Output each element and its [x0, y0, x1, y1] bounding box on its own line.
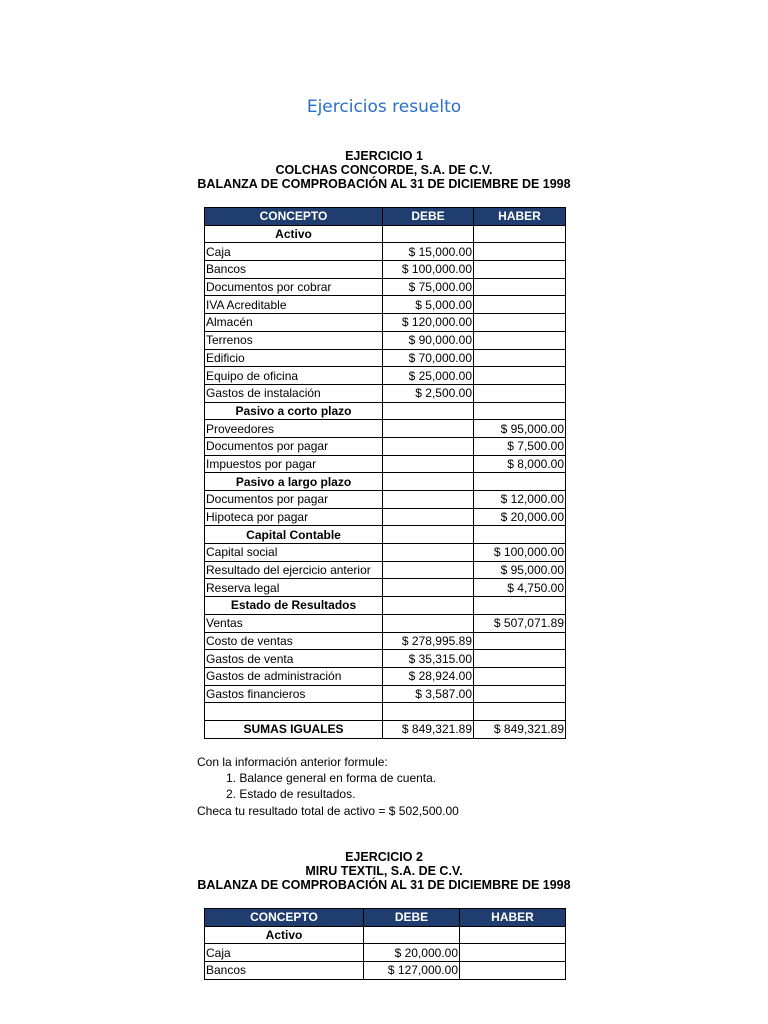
concepto-cell: Documentos por cobrar — [205, 278, 383, 296]
debe-cell — [383, 579, 474, 597]
haber-cell — [474, 367, 566, 385]
exercise-2-number: EJERCICIO 2 — [345, 850, 423, 864]
table-row — [205, 349, 566, 367]
debe-cell: $ 90,000.00 — [383, 331, 474, 349]
table-row — [205, 561, 566, 579]
debe-cell — [383, 473, 474, 491]
concepto-cell: IVA Acreditable — [205, 296, 383, 314]
debe-cell — [364, 926, 460, 944]
haber-cell: $ 95,000.00 — [474, 561, 566, 579]
debe-cell: $ 28,924.00 — [383, 667, 474, 685]
section-row — [205, 402, 566, 420]
table-row — [205, 314, 566, 332]
table-row — [205, 650, 566, 668]
debe-cell: $ 5,000.00 — [383, 296, 474, 314]
table-row — [205, 261, 566, 279]
haber-cell — [474, 225, 566, 243]
table-row — [205, 296, 566, 314]
table-row — [205, 384, 566, 402]
debe-cell — [383, 402, 474, 420]
concepto-cell: Resultado del ejercicio anterior — [205, 561, 383, 579]
concepto-cell: Capital social — [205, 544, 383, 562]
debe-cell — [383, 526, 474, 544]
table-row — [205, 455, 566, 473]
debe-cell: $ 35,315.00 — [383, 650, 474, 668]
column-header-debe: DEBE — [364, 909, 460, 927]
haber-cell — [474, 597, 566, 615]
section-row — [205, 926, 566, 944]
table-row — [205, 243, 566, 261]
table-row — [205, 667, 566, 685]
haber-cell — [460, 962, 566, 980]
concepto-cell: SUMAS IGUALES — [205, 720, 383, 738]
table-row — [205, 437, 566, 455]
haber-cell — [474, 314, 566, 332]
concepto-cell: Gastos de instalación — [205, 384, 383, 402]
section-row — [205, 597, 566, 615]
table-row — [205, 685, 566, 703]
haber-cell: $ 20,000.00 — [474, 508, 566, 526]
debe-cell: $ 127,000.00 — [364, 962, 460, 980]
column-header-haber: HABER — [460, 909, 566, 927]
table-row — [205, 491, 566, 509]
concepto-cell: Caja — [205, 243, 383, 261]
debe-cell: $ 2,500.00 — [383, 384, 474, 402]
concepto-cell: Bancos — [205, 261, 383, 279]
debe-cell: $ 278,995.89 — [383, 632, 474, 650]
exercise-2-table — [204, 908, 566, 980]
table-row — [205, 579, 566, 597]
concepto-cell: Impuestos por pagar — [205, 455, 383, 473]
instruction-item-1: 1. Balance general en forma de cuenta. — [226, 771, 437, 786]
table-row — [205, 331, 566, 349]
haber-cell: $ 95,000.00 — [474, 420, 566, 438]
haber-cell: $ 100,000.00 — [474, 544, 566, 562]
debe-cell — [383, 455, 474, 473]
concepto-cell: Reserva legal — [205, 579, 383, 597]
concepto-cell: Pasivo a corto plazo — [205, 402, 383, 420]
haber-cell — [460, 944, 566, 962]
haber-cell — [474, 331, 566, 349]
exercise-2-heading — [0, 850, 768, 892]
debe-cell — [383, 561, 474, 579]
table-row — [205, 614, 566, 632]
haber-cell — [474, 703, 566, 721]
haber-cell — [474, 632, 566, 650]
instructions — [197, 754, 459, 819]
haber-cell: $ 8,000.00 — [474, 455, 566, 473]
concepto-cell: Gastos de venta — [205, 650, 383, 668]
debe-cell: $ 120,000.00 — [383, 314, 474, 332]
exercise-1-subtitle: BALANZA DE COMPROBACIÓN AL 31 DE DICIEMBRE DE 1998 — [197, 177, 571, 191]
debe-cell: $ 20,000.00 — [364, 944, 460, 962]
section-row — [205, 225, 566, 243]
total-row — [205, 720, 566, 738]
exercise-1-table — [204, 207, 566, 739]
concepto-cell: Ventas — [205, 614, 383, 632]
column-header-haber: HABER — [474, 208, 566, 226]
column-header-concepto: CONCEPTO — [205, 909, 364, 927]
concepto-cell: Caja — [205, 944, 364, 962]
debe-cell — [383, 544, 474, 562]
instruction-item-2: 2. Estado de resultados. — [226, 787, 356, 802]
concepto-cell: Gastos de administración — [205, 667, 383, 685]
concepto-cell: Activo — [205, 926, 364, 944]
page-title: Ejercicios resuelto — [306, 97, 462, 117]
exercise-1-heading — [0, 149, 768, 191]
haber-cell: $ 507,071.89 — [474, 614, 566, 632]
table-row — [205, 367, 566, 385]
table-row — [205, 944, 566, 962]
haber-cell — [474, 402, 566, 420]
concepto-cell: Costo de ventas — [205, 632, 383, 650]
debe-cell — [383, 508, 474, 526]
concepto-cell: Estado de Resultados — [205, 597, 383, 615]
debe-cell — [383, 614, 474, 632]
haber-cell — [474, 349, 566, 367]
debe-cell — [383, 491, 474, 509]
haber-cell — [474, 261, 566, 279]
haber-cell — [474, 278, 566, 296]
concepto-cell: Documentos por pagar — [205, 491, 383, 509]
concepto-cell: Pasivo a largo plazo — [205, 473, 383, 491]
debe-cell: $ 100,000.00 — [383, 261, 474, 279]
haber-cell — [474, 650, 566, 668]
debe-cell: $ 15,000.00 — [383, 243, 474, 261]
haber-cell — [460, 926, 566, 944]
haber-cell: $ 4,750.00 — [474, 579, 566, 597]
concepto-cell: Documentos por pagar — [205, 437, 383, 455]
concepto-cell: Almacén — [205, 314, 383, 332]
debe-cell: $ 70,000.00 — [383, 349, 474, 367]
haber-cell — [474, 526, 566, 544]
debe-cell — [383, 597, 474, 615]
instructions-intro: Con la información anterior formule: — [197, 755, 388, 769]
check-result: Checa tu resultado total de activo = $ 502,500.00 — [197, 803, 459, 818]
haber-cell — [474, 243, 566, 261]
debe-cell: $ 75,000.00 — [383, 278, 474, 296]
table-row — [205, 544, 566, 562]
haber-cell: $ 7,500.00 — [474, 437, 566, 455]
column-header-debe: DEBE — [383, 208, 474, 226]
debe-cell: $ 849,321.89 — [383, 720, 474, 738]
debe-cell: $ 3,587.00 — [383, 685, 474, 703]
concepto-cell: Gastos financieros — [205, 685, 383, 703]
concepto-cell: Hipoteca por pagar — [205, 508, 383, 526]
section-row — [205, 526, 566, 544]
table-header-row — [205, 909, 566, 927]
table-row — [205, 962, 566, 980]
exercise-1-company: COLCHAS CONCORDE, S.A. DE C.V. — [275, 163, 493, 177]
exercise-2-subtitle: BALANZA DE COMPROBACIÓN AL 31 DE DICIEMBRE DE 1998 — [197, 878, 571, 892]
table-row — [205, 703, 566, 721]
debe-cell — [383, 437, 474, 455]
haber-cell — [474, 384, 566, 402]
section-row — [205, 473, 566, 491]
debe-cell: $ 25,000.00 — [383, 367, 474, 385]
debe-cell — [383, 225, 474, 243]
concepto-cell: Proveedores — [205, 420, 383, 438]
haber-cell: $ 12,000.00 — [474, 491, 566, 509]
table-row — [205, 632, 566, 650]
concepto-cell: Edificio — [205, 349, 383, 367]
concepto-cell: Capital Contable — [205, 526, 383, 544]
concepto-cell: Equipo de oficina — [205, 367, 383, 385]
debe-cell — [383, 420, 474, 438]
concepto-cell: Terrenos — [205, 331, 383, 349]
haber-cell — [474, 685, 566, 703]
debe-cell — [383, 703, 474, 721]
haber-cell — [474, 296, 566, 314]
exercise-1-number: EJERCICIO 1 — [345, 149, 423, 163]
table-row — [205, 508, 566, 526]
concepto-cell: Activo — [205, 225, 383, 243]
haber-cell — [474, 667, 566, 685]
haber-cell: $ 849,321.89 — [474, 720, 566, 738]
table-row — [205, 420, 566, 438]
concepto-cell: Bancos — [205, 962, 364, 980]
column-header-concepto: CONCEPTO — [205, 208, 383, 226]
concepto-cell — [205, 703, 383, 721]
exercise-2-company: MIRU TEXTIL, S.A. DE C.V. — [305, 864, 463, 878]
haber-cell — [474, 473, 566, 491]
table-row — [205, 278, 566, 296]
table-header-row — [205, 208, 566, 226]
